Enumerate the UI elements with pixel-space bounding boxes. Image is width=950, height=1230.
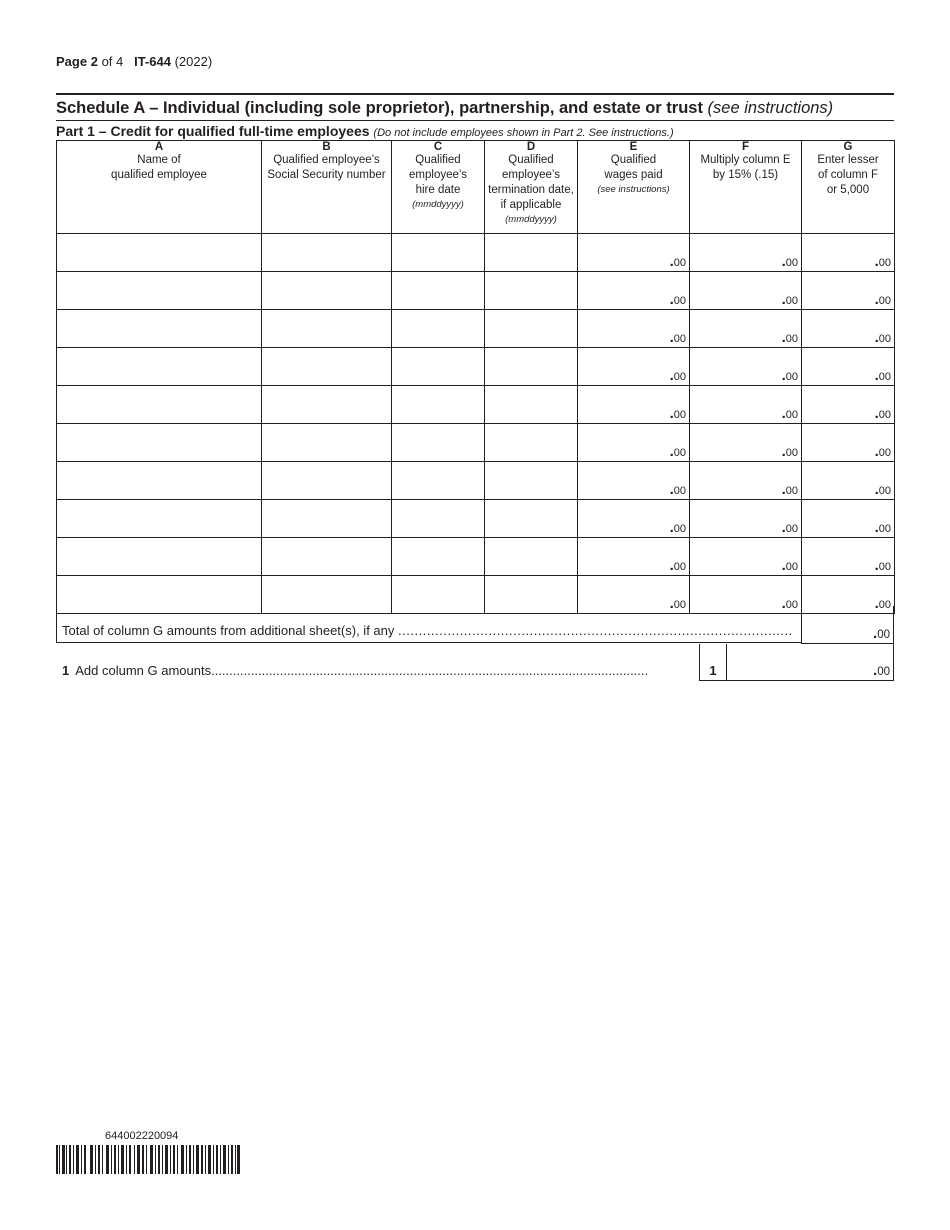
table-header-row [57,141,895,234]
col-d-header: D Qualified employee’s termination date, if applicable (mmddyyyy) [485,141,578,234]
credit-15pct-cell[interactable]: .00 [690,272,802,310]
barcode-icon [56,1145,240,1174]
ssn-cell[interactable] [262,348,392,386]
wages-cell[interactable]: .00 [578,576,690,614]
ssn-cell[interactable] [262,500,392,538]
part1-title-text: Part 1 – Credit for qualified full-time employees [56,123,370,139]
form-year: (2022) [174,54,213,69]
page-header [56,54,212,69]
hire-date-cell[interactable] [392,348,485,386]
form-number: IT-644 [134,54,171,69]
col-f-header: F Multiply column E by 15% (.15) [690,141,802,234]
hire-date-cell[interactable] [392,386,485,424]
wages-cell[interactable]: .00 [578,272,690,310]
wages-cell[interactable]: .00 [578,500,690,538]
line1-box-number: 1 [699,644,727,681]
credit-15pct-cell[interactable]: .00 [690,310,802,348]
termination-date-cell[interactable] [485,234,578,272]
lesser-amount-cell[interactable]: .00 [802,462,895,500]
ssn-cell[interactable] [262,234,392,272]
credit-15pct-cell[interactable]: .00 [690,234,802,272]
credit-15pct-cell[interactable]: .00 [690,500,802,538]
employees-table [56,140,895,614]
schedule-note: (see instructions) [707,99,834,117]
col-a-header: A Name of qualified employee [57,141,262,234]
termination-date-cell[interactable] [485,424,578,462]
name-cell[interactable] [57,386,262,424]
wages-cell[interactable]: .00 [578,462,690,500]
table-row [57,462,895,500]
name-cell[interactable] [57,234,262,272]
name-cell[interactable] [57,272,262,310]
credit-15pct-cell[interactable]: .00 [690,348,802,386]
hire-date-cell[interactable] [392,500,485,538]
table-row [57,424,895,462]
termination-date-cell[interactable] [485,348,578,386]
table-row [57,500,895,538]
termination-date-cell[interactable] [485,462,578,500]
hire-date-cell[interactable] [392,424,485,462]
credit-15pct-cell[interactable]: .00 [690,576,802,614]
col-b-header: B Qualified employee’s Social Security number [262,141,392,234]
termination-date-cell[interactable] [485,272,578,310]
lesser-amount-cell[interactable]: .00 [802,576,895,614]
additional-sheets-amount-field[interactable]: .00 [801,606,894,644]
lesser-amount-cell[interactable]: .00 [802,386,895,424]
page-word: Page [56,54,88,69]
name-cell[interactable] [57,424,262,462]
credit-15pct-cell[interactable]: .00 [690,386,802,424]
name-cell[interactable] [57,310,262,348]
ssn-cell[interactable] [262,424,392,462]
lesser-amount-cell[interactable]: .00 [802,538,895,576]
hire-date-cell[interactable] [392,538,485,576]
hire-date-cell[interactable] [392,310,485,348]
col-g-header: G Enter lesser of column F or 5,000 [802,141,895,234]
wages-cell[interactable]: .00 [578,386,690,424]
lesser-amount-cell[interactable]: .00 [802,272,895,310]
hire-date-cell[interactable] [392,234,485,272]
termination-date-cell[interactable] [485,500,578,538]
termination-date-cell[interactable] [485,386,578,424]
table-row [57,348,895,386]
additional-sheets-label: Total of column G amounts from additional sheet(s), if any ................................................................................................ [62,623,793,638]
table-row [57,310,895,348]
ssn-cell[interactable] [262,386,392,424]
table-row [57,538,895,576]
line1-amount-field[interactable]: .00 [726,644,894,681]
wages-cell[interactable]: .00 [578,424,690,462]
credit-15pct-cell[interactable]: .00 [690,462,802,500]
lesser-amount-cell[interactable]: .00 [802,500,895,538]
part1-title [56,120,894,139]
lesser-amount-cell[interactable]: .00 [802,424,895,462]
table-row [57,386,895,424]
termination-date-cell[interactable] [485,310,578,348]
termination-date-cell[interactable] [485,538,578,576]
name-cell[interactable] [57,500,262,538]
schedule-title-text: Schedule A – Individual (including sole proprietor), partnership, and estate or trust [56,99,703,117]
lesser-amount-cell[interactable]: .00 [802,310,895,348]
wages-cell[interactable]: .00 [578,538,690,576]
line1-label: 1 Add column G amounts......................................................................................................................... [62,663,649,678]
wages-cell[interactable]: .00 [578,348,690,386]
col-e-header: E Qualified wages paid (see instructions) [578,141,690,234]
name-cell[interactable] [57,462,262,500]
credit-15pct-cell[interactable]: .00 [690,538,802,576]
ssn-cell[interactable] [262,310,392,348]
page-of: of 4 [101,54,124,69]
barcode-number: 644002220094 [105,1130,179,1142]
name-cell[interactable] [57,348,262,386]
part1-note: (Do not include employees shown in Part 2. See instructions.) [373,127,674,139]
name-cell[interactable] [57,538,262,576]
additional-sheets-total-row [56,606,801,643]
ssn-cell[interactable] [262,538,392,576]
wages-cell[interactable]: .00 [578,234,690,272]
table-row [57,234,895,272]
hire-date-cell[interactable] [392,462,485,500]
schedule-title [56,93,894,118]
credit-15pct-cell[interactable]: .00 [690,424,802,462]
lesser-amount-cell[interactable]: .00 [802,234,895,272]
table-row [57,272,895,310]
page-number: 2 [90,54,98,69]
line1-number: 1 [62,663,70,678]
ssn-cell[interactable] [262,462,392,500]
lesser-amount-cell[interactable]: .00 [802,348,895,386]
col-c-header: C Qualified employee’s hire date (mmddyyyy) [392,141,485,234]
ssn-cell[interactable] [262,272,392,310]
wages-cell[interactable]: .00 [578,310,690,348]
hire-date-cell[interactable] [392,272,485,310]
